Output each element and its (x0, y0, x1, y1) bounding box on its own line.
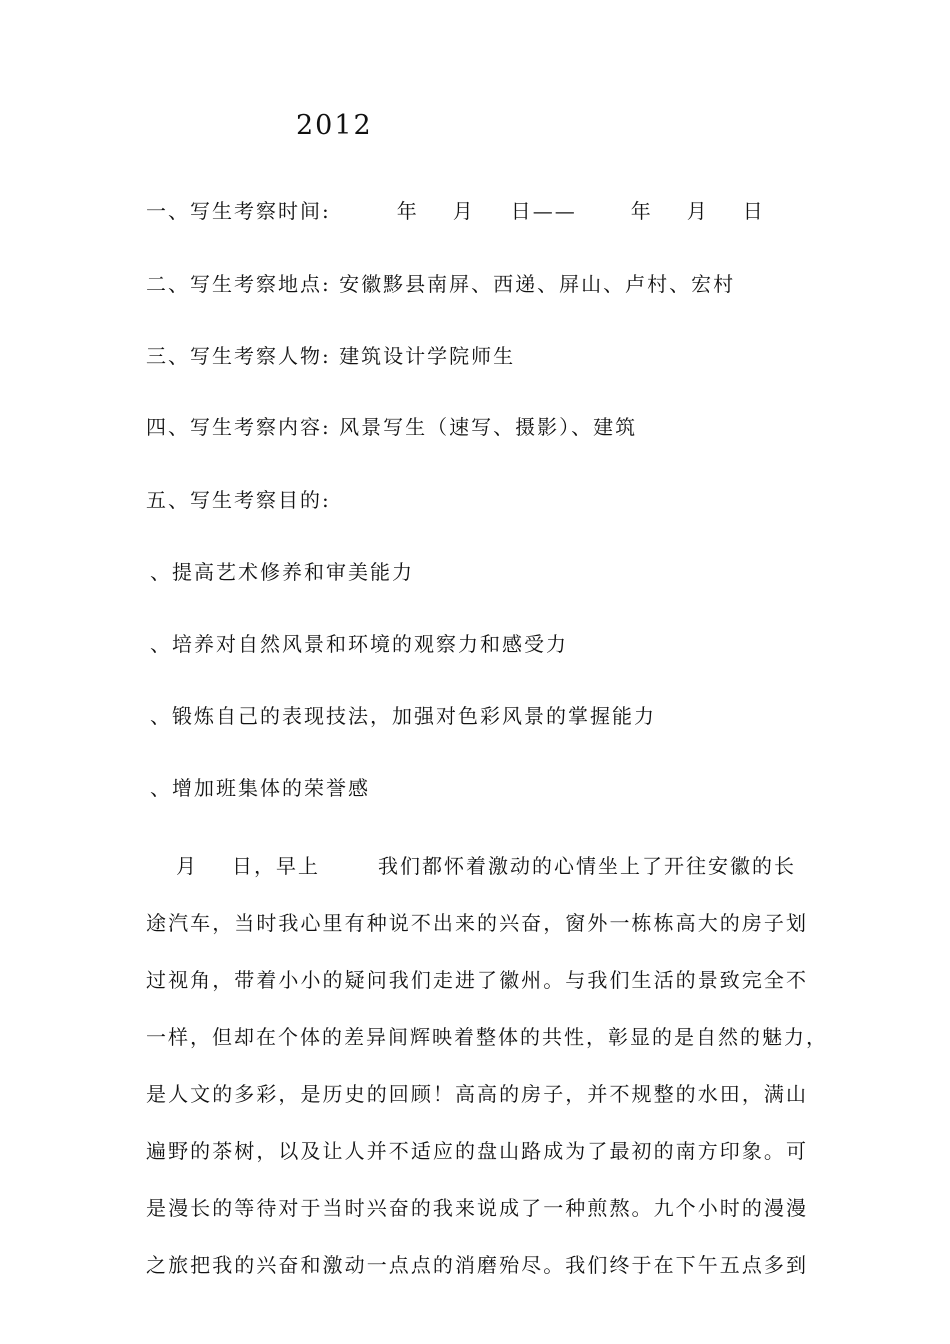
title-year: 2012 (296, 110, 373, 141)
survey-time-line (146, 195, 765, 224)
survey-place-line: 二、写生考察地点: 安徽黟县南屏、西递、屏山、卢村、宏村 (146, 272, 736, 296)
purpose-item: 、锻炼自己的表现技法，加强对色彩风景的掌握能力 (150, 704, 656, 728)
purpose-item: 、提高艺术修养和审美能力 (150, 560, 414, 584)
paragraph-line: 是漫长的等待对于当时兴奋的我来说成了一种煎熬。九个小时的漫漫 (146, 1196, 808, 1220)
paragraph-line (146, 838, 808, 895)
paragraph-line: 途汽车，当时我心里有种说不出来的兴奋，窗外一栋栋高大的房子划 (146, 911, 808, 935)
paragraph-line: 遍野的茶树，以及让人并不适应的盘山路成为了最初的南方印象。可 (146, 1139, 808, 1163)
survey-purpose-heading: 五、写生考察目的: (146, 488, 331, 512)
para-month: 月 (176, 854, 198, 878)
para-day-morning: 日，早上 (232, 854, 320, 878)
end-year: 年 (630, 199, 653, 223)
document-title (296, 110, 373, 141)
paragraph-line: 之旅把我的兴奋和激动一点点的消磨殆尽。我们终于在下午五点多到 (146, 1253, 808, 1277)
start-year: 年 (396, 199, 419, 223)
survey-content-line: 四、写生考察内容: 风景写生（速写、摄影）、建筑 (146, 415, 638, 439)
end-day: 日 (742, 199, 765, 223)
paragraph-line: 一样，但却在个体的差异间辉映着整体的共性，彰显的是自然的魅力， (146, 1025, 828, 1049)
start-day: 日—— (510, 199, 577, 223)
narrative-paragraph (146, 838, 828, 1294)
para-first-text: 我们都怀着激动的心情坐上了开往安徽的长 (378, 854, 796, 878)
paragraph-line: 过视角，带着小小的疑问我们走进了徽州。与我们生活的景致完全不 (146, 968, 808, 992)
paragraph-line: 是人文的多彩，是历史的回顾！高高的房子，并不规整的水田，满山 (146, 1082, 808, 1106)
purpose-item: 、培养对自然风景和环境的观察力和感受力 (150, 632, 568, 656)
survey-time-label: 一、写生考察时间: (146, 199, 331, 223)
survey-people-line: 三、写生考察人物: 建筑设计学院师生 (146, 344, 516, 368)
purpose-item: 、增加班集体的荣誉感 (150, 776, 370, 800)
start-month: 月 (452, 199, 475, 223)
end-month: 月 (686, 199, 709, 223)
